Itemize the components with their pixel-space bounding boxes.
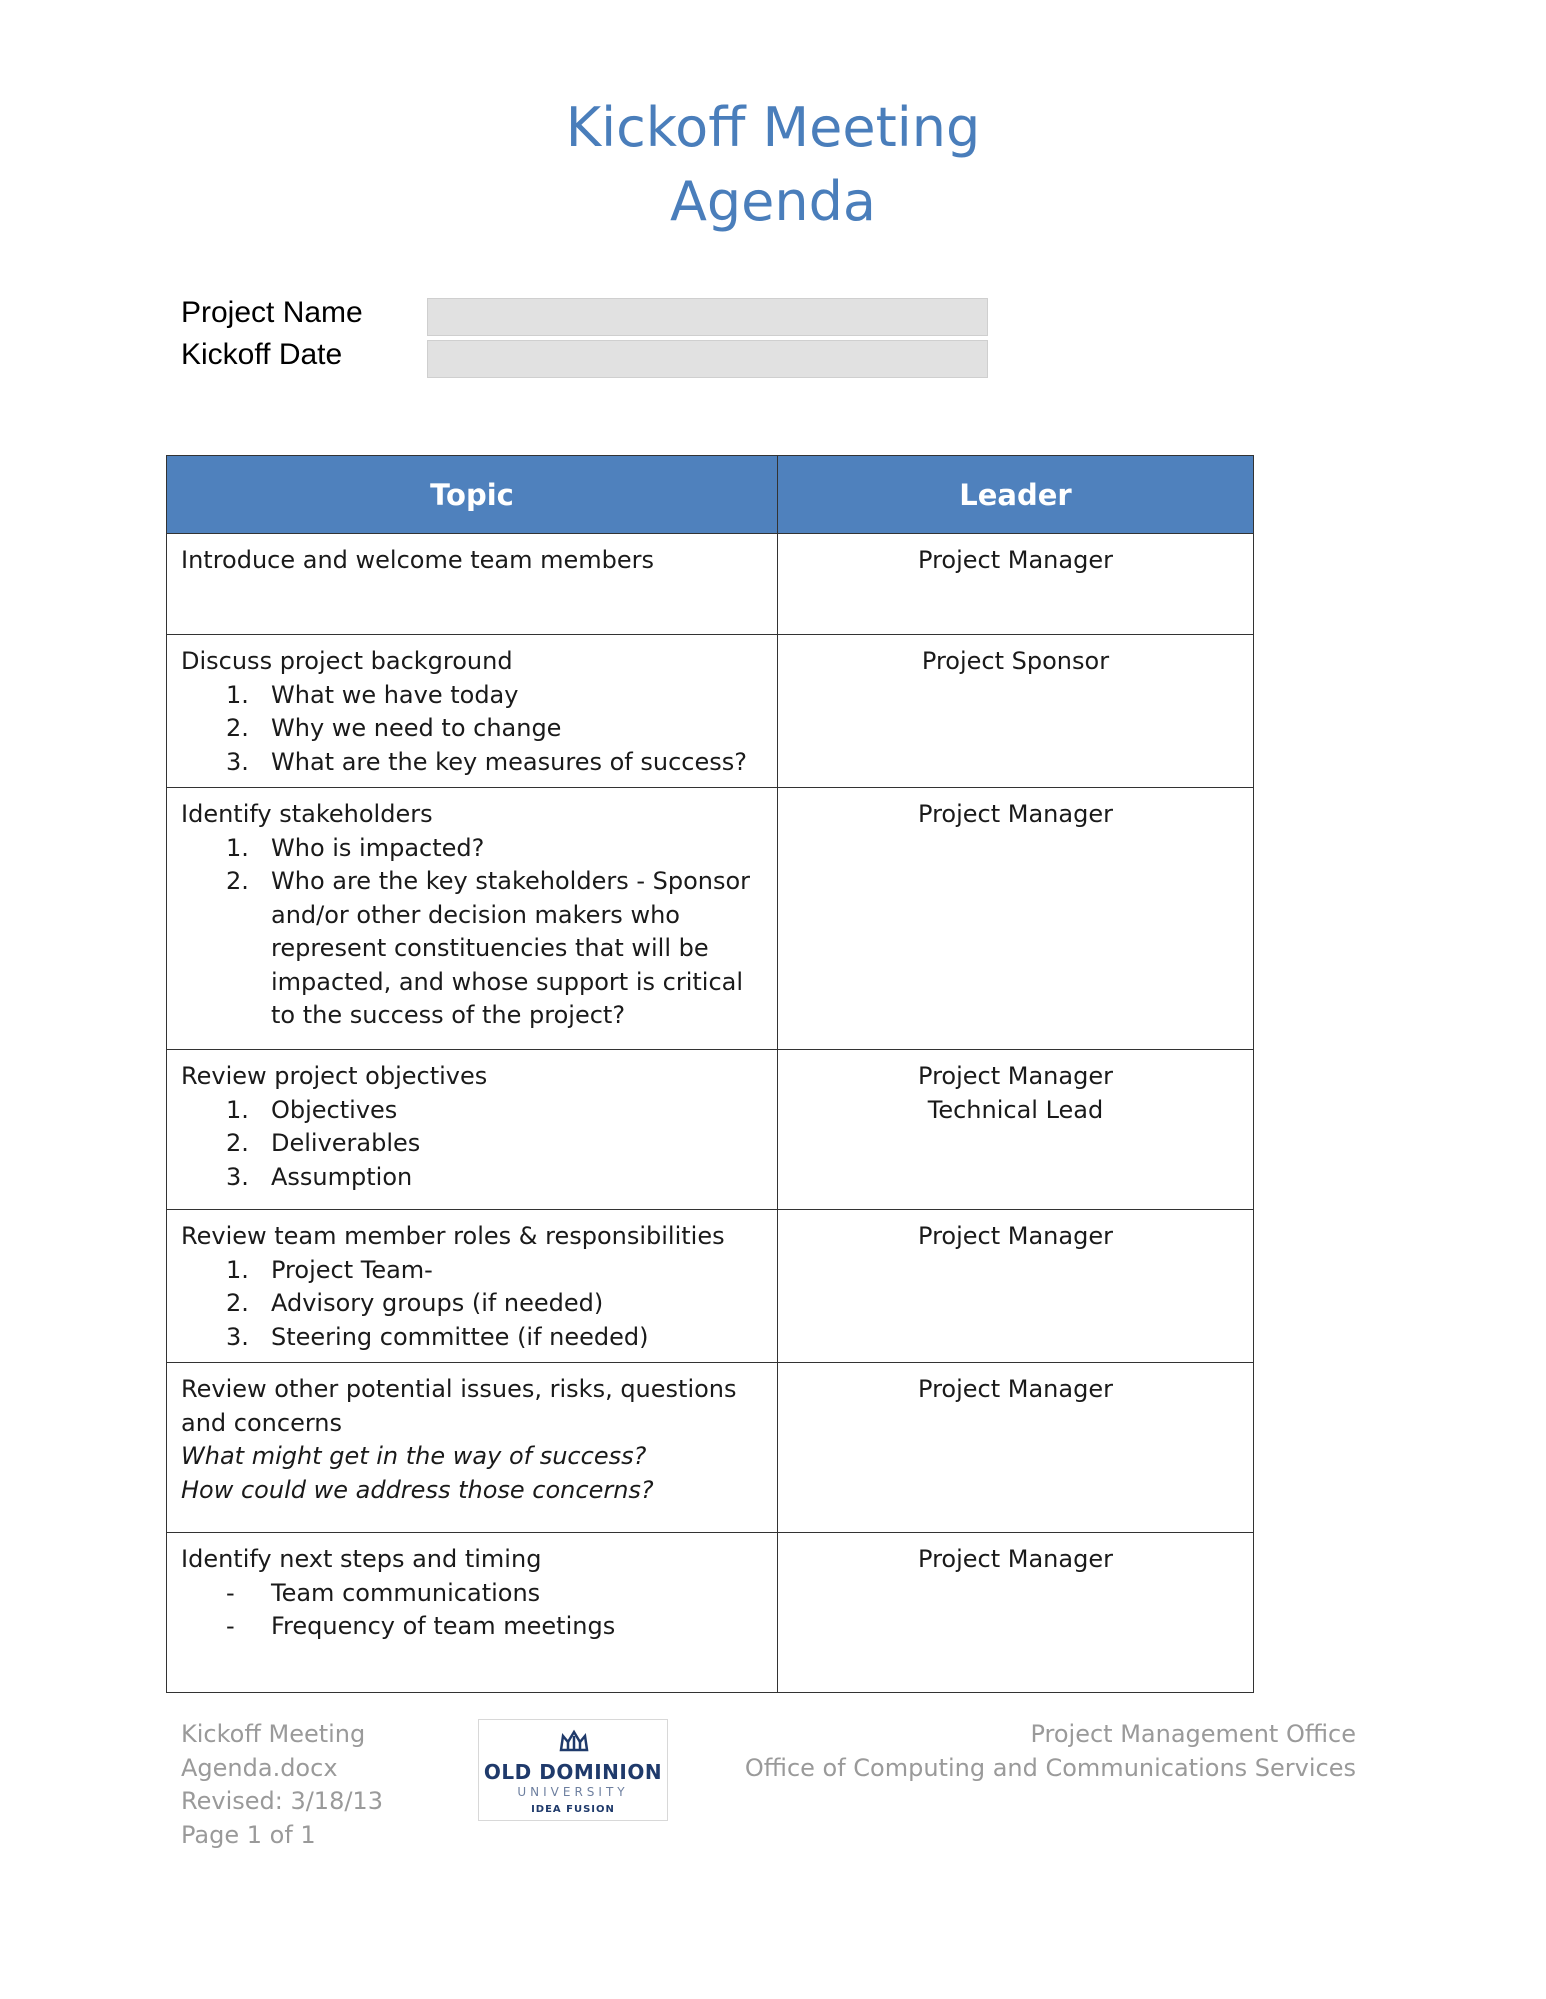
topic-title: Discuss project background [181,647,513,675]
subitem-text: Why we need to change [271,714,562,742]
leader-cell [778,1363,1254,1533]
footer-doc-filename: Agenda.docx [181,1753,338,1782]
leader-cell [778,534,1254,635]
subitem-text: What we have today [271,680,519,709]
footer-doc-title: Kickoff Meeting [181,1720,366,1748]
topic-subitem [181,1610,765,1644]
topic-cell [167,788,778,1050]
subitem-marker: - [226,1578,235,1607]
topic-subitem [181,1094,765,1128]
topic-subitem [181,679,765,713]
topic-subitem [181,865,765,1033]
project-name-field[interactable] [427,298,988,336]
footer-department-name: Office of Computing and Communications Services [744,1753,1356,1782]
footer-document-info [181,1718,383,1852]
topic-title: Introduce and welcome team members [181,546,655,574]
logo-sub: UNIVERSITY [517,1785,629,1799]
subitem-text: What are the key measures of success? [271,747,747,776]
topic-subitem [181,712,765,746]
title-line-2: Agenda [669,170,877,233]
footer-office-name: Project Management Office [1030,1720,1356,1748]
topic-header: Topic [167,456,778,534]
leader-cell [778,1210,1254,1363]
leader-cell [778,635,1254,788]
topic-subitem [181,1321,765,1355]
topic-cell [167,1363,778,1533]
subitem-marker: 3. [226,1322,249,1351]
leader-name: Project Manager [918,1375,1113,1403]
topic-title: Review project objectives [181,1062,488,1090]
topic-title: Identify stakeholders [181,800,433,828]
topic-subitem [181,746,765,780]
subitem-text: Who are the key stakeholders - Sponsor and/or other decision makers who represent constituencies that will be impacted, and whose support is critical to the success of the project? [271,867,751,1029]
topic-question: How could we address those concerns? [181,1475,654,1504]
subitem-text: Project Team- [271,1255,433,1284]
university-logo [478,1719,668,1821]
leader-cell [778,1050,1254,1210]
leader-name: Project Manager [918,1222,1113,1250]
subitem-text: Team communications [271,1578,541,1607]
leader-header: Leader [778,456,1254,534]
topic-subitem [181,832,765,866]
footer-revised-date: Revised: 3/18/13 [181,1787,383,1815]
topic-subitem [181,1127,765,1161]
project-name-label: Project Name [181,296,363,329]
leader-name: Project Manager [918,546,1113,574]
logo-tagline: IDEA FUSION [531,1804,615,1815]
topic-cell [167,534,778,635]
table-header-row [167,456,1254,534]
footer-page-number: Page 1 of 1 [181,1820,316,1849]
subitem-marker: 1. [226,1095,249,1124]
kickoff-date-field[interactable] [427,340,988,378]
topic-cell [167,1533,778,1693]
table-row [167,1050,1254,1210]
table-row [167,1363,1254,1533]
table-row [167,788,1254,1050]
topic-subitem [181,1287,765,1321]
subitem-marker: 1. [226,833,249,862]
table-row [167,1210,1254,1363]
table-row [167,635,1254,788]
kickoff-date-label: Kickoff Date [181,338,343,371]
topic-cell [167,1210,778,1363]
leader-name: Technical Lead [927,1095,1104,1124]
table-row [167,1533,1254,1693]
leader-cell [778,1533,1254,1693]
subitem-text: Advisory groups (if needed) [271,1289,604,1317]
leader-name: Project Sponsor [921,647,1110,675]
subitem-marker: 2. [226,867,249,895]
subitem-marker: 1. [226,680,249,709]
topic-cell [167,1050,778,1210]
leader-name: Project Manager [918,1062,1113,1090]
subitem-text: Objectives [271,1095,398,1124]
subitem-marker: - [226,1612,235,1640]
topic-subitem [181,1254,765,1288]
title-line-1: Kickoff Meeting [565,96,981,159]
topic-title: Review team member roles & responsibilities [181,1222,725,1250]
topic-cell [167,635,778,788]
leader-name: Project Manager [918,800,1113,828]
topic-subitem [181,1161,765,1195]
subitem-text: Who is impacted? [271,833,485,862]
subitem-text: Deliverables [271,1129,421,1157]
agenda-table [166,455,1254,1693]
subitem-text: Frequency of team meetings [271,1612,616,1640]
crown-icon [559,1728,589,1754]
subitem-marker: 3. [226,747,249,776]
leader-name: Project Manager [918,1545,1113,1573]
subitem-marker: 2. [226,1289,249,1317]
agenda-body [167,534,1254,1693]
subitem-text: Assumption [271,1162,413,1191]
table-row [167,534,1254,635]
subitem-marker: 3. [226,1162,249,1191]
topic-title: Identify next steps and timing [181,1545,542,1573]
logo-name: OLD DOMINION [483,1760,663,1784]
subitem-marker: 2. [226,1129,249,1157]
subitem-marker: 2. [226,714,249,742]
topic-question: What might get in the way of success? [181,1442,647,1470]
subitem-marker: 1. [226,1255,249,1284]
subitem-text: Steering committee (if needed) [271,1322,649,1351]
topic-subitem [181,1577,765,1611]
topic-title: Review other potential issues, risks, questions and concerns [181,1375,737,1437]
footer-office-info [745,1718,1356,1785]
leader-cell [778,788,1254,1050]
